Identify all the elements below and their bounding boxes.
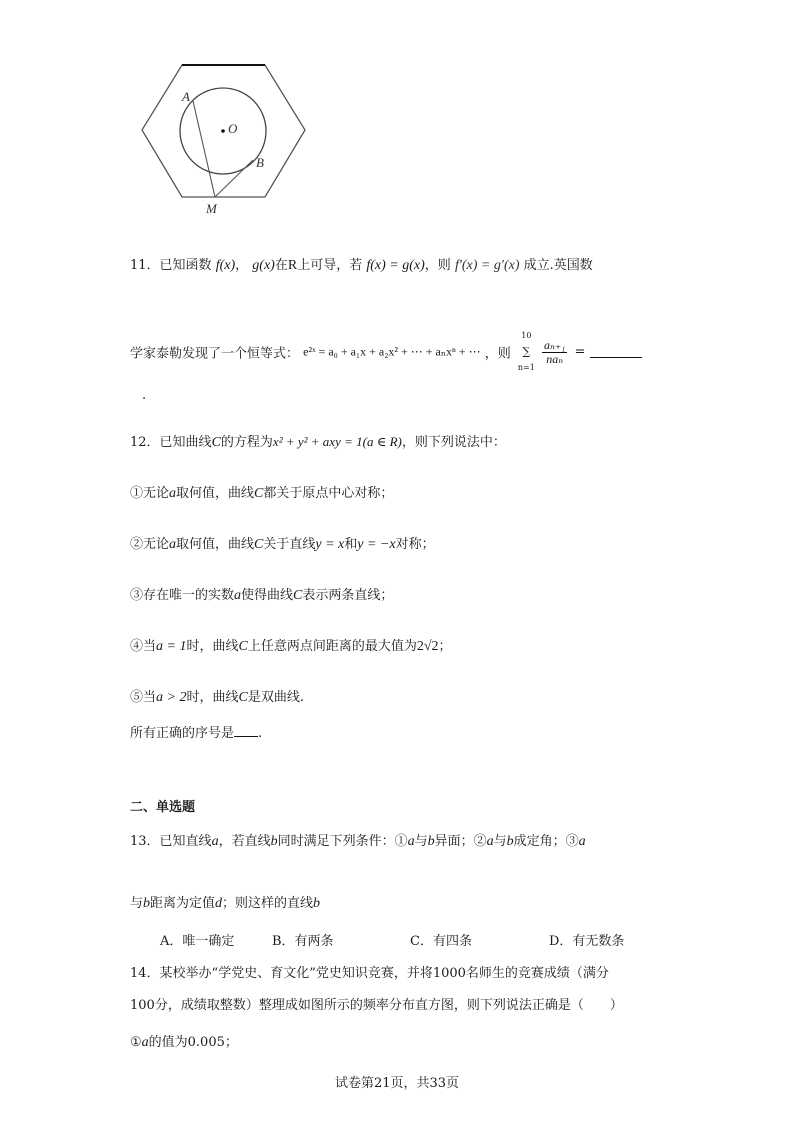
text: 上任意两点间距离的最大值为 <box>247 639 417 654</box>
text: 所有正确的序号是 <box>130 726 235 741</box>
q11-period: . <box>142 388 147 403</box>
label-b: B <box>256 155 264 170</box>
text: . <box>258 726 263 741</box>
sum-upper: 10 <box>521 331 532 340</box>
sum-lower: n=1 <box>517 363 535 372</box>
text: ，则 <box>484 346 511 362</box>
math-taylor-identity: e²ˣ = a₀ + a₁x + a₂x² + ⋯ + aₙxⁿ + ⋯ <box>303 344 481 359</box>
text: 的方程为 <box>220 435 273 450</box>
math-a: a <box>169 486 177 501</box>
math-b: b <box>143 896 151 911</box>
q13-option-b[interactable]: B．有两条 <box>272 934 334 949</box>
label-o: O <box>228 121 238 136</box>
text: ；则这样的直线 <box>222 896 314 911</box>
text: 时，曲线 <box>186 639 239 654</box>
text: ，则 <box>424 258 451 273</box>
frac-denominator: naₙ <box>546 351 564 366</box>
math-c: C <box>293 588 303 603</box>
text: 关于直线 <box>263 537 316 552</box>
q13-line1 <box>130 830 586 850</box>
text: 已知函数 <box>159 258 212 273</box>
text: ④当 <box>130 639 157 654</box>
q12-statement-3 <box>130 584 393 604</box>
frac-numerator: aₙ₊₁ <box>543 337 566 352</box>
math-fx: f(x) <box>215 258 236 273</box>
text: 和 <box>344 537 358 552</box>
text: 取何值，曲线 <box>176 537 255 552</box>
math-two-root-two: 2√2 <box>416 639 439 654</box>
text: 学家泰勒发现了一个恒等式： <box>130 346 300 362</box>
q11-number: 11． <box>130 258 160 273</box>
text: 都关于原点中心对称； <box>263 486 394 501</box>
math-c: C <box>211 435 221 450</box>
q12-line1 <box>130 431 506 451</box>
math-a: a <box>141 1035 149 1050</box>
text: 在 <box>274 258 288 273</box>
segment-am <box>193 101 215 197</box>
text: ⑤当 <box>130 690 157 705</box>
math-r: R <box>287 258 298 273</box>
math-gx: g(x) <box>252 258 275 273</box>
math-a: a <box>578 834 586 849</box>
text: ③存在唯一的实数 <box>130 588 235 603</box>
math-a: a <box>407 834 415 849</box>
math-curve-eq: x² + y² + axy = 1 <box>272 434 363 449</box>
q13-option-d[interactable]: D．有无数条 <box>549 934 625 949</box>
q14-statement-1 <box>130 1031 238 1051</box>
answer-blank[interactable] <box>234 726 258 737</box>
text: 与 <box>493 834 507 849</box>
math-d: d <box>215 896 223 911</box>
q13-number: 13． <box>130 834 160 849</box>
math-line-y-neg-x: y = −x <box>357 537 396 552</box>
fraction <box>542 339 567 366</box>
text: ，若直线 <box>218 834 271 849</box>
text: 上可导，若 <box>297 258 363 273</box>
math-c: C <box>254 537 264 552</box>
section-title: 二、单选题 <box>130 800 196 815</box>
text: 距离为定值 <box>150 896 216 911</box>
text: 表示两条直线； <box>302 588 394 603</box>
sum-sign <box>518 332 535 372</box>
math-eq: f(x) = g(x) <box>366 258 425 273</box>
q13-line2 <box>130 892 320 912</box>
text: 成立.英国数 <box>523 258 593 273</box>
math-c: C <box>238 639 248 654</box>
math-a: a <box>234 588 242 603</box>
q11-line1 <box>130 254 593 274</box>
math-b: b <box>313 896 321 911</box>
math-b: b <box>270 834 278 849</box>
sigma-icon: ∑ <box>522 345 531 358</box>
math-c: C <box>254 486 264 501</box>
q14-line1: 14．某校举办“学党史、育文化”党史知识竞赛，并将1000名师生的竞赛成绩（满分 <box>130 966 609 981</box>
text: 已知曲线 <box>159 435 212 450</box>
segment-bm <box>215 160 253 197</box>
math-b: b <box>427 834 435 849</box>
text: ①无论 <box>130 486 170 501</box>
math-derivative-eq: f′(x) = g′(x) <box>454 258 520 273</box>
text: 对称； <box>395 537 435 552</box>
q11-line2 <box>130 332 642 372</box>
text: 取何值，曲线 <box>176 486 255 501</box>
math-line-y-x: y = x <box>315 537 345 552</box>
text: ②无论 <box>130 537 170 552</box>
equals: = <box>574 344 586 360</box>
q12-number: 12． <box>130 435 160 450</box>
label-a: A <box>182 89 190 104</box>
label-m: M <box>206 201 217 216</box>
q12-final <box>130 722 262 741</box>
q14-line2: 100分，成绩取整数）整理成如图所示的频率分布直方图，则下列说法正确是（ ） <box>130 998 623 1013</box>
math-b: b <box>506 834 514 849</box>
text: 已知直线 <box>159 834 212 849</box>
math-a-eq-1: a = 1 <box>156 639 187 654</box>
math-c: C <box>238 690 248 705</box>
q12-statement-1 <box>130 482 393 502</box>
q13-option-c[interactable]: C．有四条 <box>410 934 472 949</box>
math-condition: (a ∈ R) <box>362 434 402 449</box>
text: 的值为0.005； <box>148 1035 238 1050</box>
math-a: a <box>211 834 219 849</box>
q13-option-a[interactable]: A．唯一确定 <box>160 934 235 949</box>
math-a: a <box>169 537 177 552</box>
text: 时，曲线 <box>186 690 239 705</box>
geometry-figure <box>140 55 310 220</box>
center-point <box>221 129 225 133</box>
q12-statement-4 <box>130 635 452 655</box>
text: ； <box>438 639 452 654</box>
math-a-gt-2: a > 2 <box>156 690 187 705</box>
q12-statement-2 <box>130 533 435 553</box>
text: 异面；② <box>434 834 487 849</box>
text: ，则下列说法中： <box>401 435 506 450</box>
text: 与 <box>414 834 428 849</box>
text: ① <box>130 1035 142 1050</box>
text: 使得曲线 <box>241 588 294 603</box>
page-footer: 试卷第21页，共33页 <box>334 1076 460 1091</box>
answer-blank[interactable] <box>590 347 642 358</box>
text: ， <box>235 258 249 273</box>
text: 是双曲线. <box>247 690 304 705</box>
text: 与 <box>130 896 144 911</box>
q12-statement-5 <box>130 686 304 706</box>
text: 同时满足下列条件：① <box>277 834 408 849</box>
math-a: a <box>486 834 494 849</box>
text: 成定角；③ <box>513 834 579 849</box>
